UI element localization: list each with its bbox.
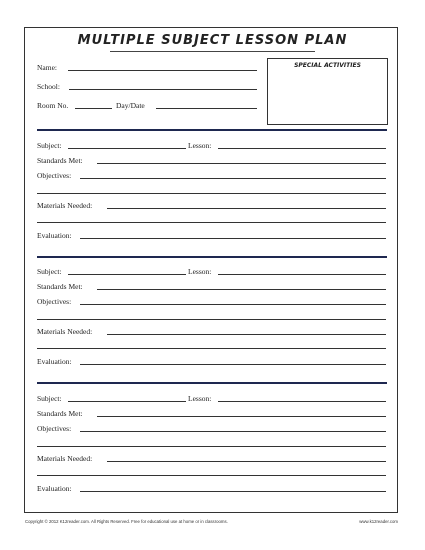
name-label: Name: (37, 63, 57, 72)
materials-label: Materials Needed: (37, 454, 93, 463)
lesson-label: Lesson: (188, 267, 212, 276)
special-activities-box[interactable] (267, 58, 388, 125)
materials-field[interactable] (107, 208, 386, 209)
lesson-field[interactable] (218, 274, 386, 275)
standards-label: Standards Met: (37, 156, 83, 165)
subject-label: Subject: (37, 141, 62, 150)
page-title: MULTIPLE SUBJECT LESSON PLAN (77, 33, 348, 48)
school-label: School: (37, 82, 60, 91)
site-url[interactable]: www.k12reader.com (359, 519, 398, 524)
standards-field[interactable] (97, 163, 386, 164)
standards-field[interactable] (97, 289, 386, 290)
materials-field[interactable] (107, 461, 386, 462)
objectives-field-line-2[interactable] (37, 193, 386, 194)
materials-label: Materials Needed: (37, 327, 93, 336)
lesson-field[interactable] (218, 401, 386, 402)
evaluation-label: Evaluation: (37, 484, 72, 493)
objectives-label: Objectives: (37, 424, 72, 433)
evaluation-field[interactable] (80, 238, 386, 239)
copyright-text: Copyright © 2012 K12reader.com. All Rights Reserved. Free for educational use at home or in classrooms. (25, 519, 228, 524)
evaluation-label: Evaluation: (37, 357, 72, 366)
section-divider (37, 382, 387, 384)
evaluation-field[interactable] (80, 364, 386, 365)
subject-field[interactable] (68, 401, 186, 402)
date-label: Day/Date (116, 101, 145, 110)
section-divider (37, 256, 387, 258)
objectives-label: Objectives: (37, 297, 72, 306)
standards-field[interactable] (97, 416, 386, 417)
lesson-field[interactable] (218, 148, 386, 149)
materials-field-line-2[interactable] (37, 222, 386, 223)
date-field[interactable] (156, 108, 257, 109)
objectives-field[interactable] (80, 304, 386, 305)
materials-field-line-2[interactable] (37, 348, 386, 349)
objectives-field-line-2[interactable] (37, 319, 386, 320)
lesson-label: Lesson: (188, 141, 212, 150)
lesson-label: Lesson: (188, 394, 212, 403)
subject-label: Subject: (37, 394, 62, 403)
objectives-field[interactable] (80, 178, 386, 179)
materials-label: Materials Needed: (37, 201, 93, 210)
room-label: Room No. (37, 101, 69, 110)
objectives-label: Objectives: (37, 171, 72, 180)
objectives-field-line-2[interactable] (37, 446, 386, 447)
evaluation-field[interactable] (80, 491, 386, 492)
special-activities-label: SPECIAL ACTIVITIES (294, 62, 361, 69)
evaluation-label: Evaluation: (37, 231, 72, 240)
subject-field[interactable] (68, 148, 186, 149)
school-field[interactable] (69, 89, 257, 90)
section-divider (37, 129, 387, 131)
standards-label: Standards Met: (37, 409, 83, 418)
standards-label: Standards Met: (37, 282, 83, 291)
room-field[interactable] (75, 108, 112, 109)
subject-field[interactable] (68, 274, 186, 275)
materials-field[interactable] (107, 334, 386, 335)
subject-label: Subject: (37, 267, 62, 276)
title-underline (110, 51, 315, 52)
name-field[interactable] (68, 70, 257, 71)
objectives-field[interactable] (80, 431, 386, 432)
materials-field-line-2[interactable] (37, 475, 386, 476)
